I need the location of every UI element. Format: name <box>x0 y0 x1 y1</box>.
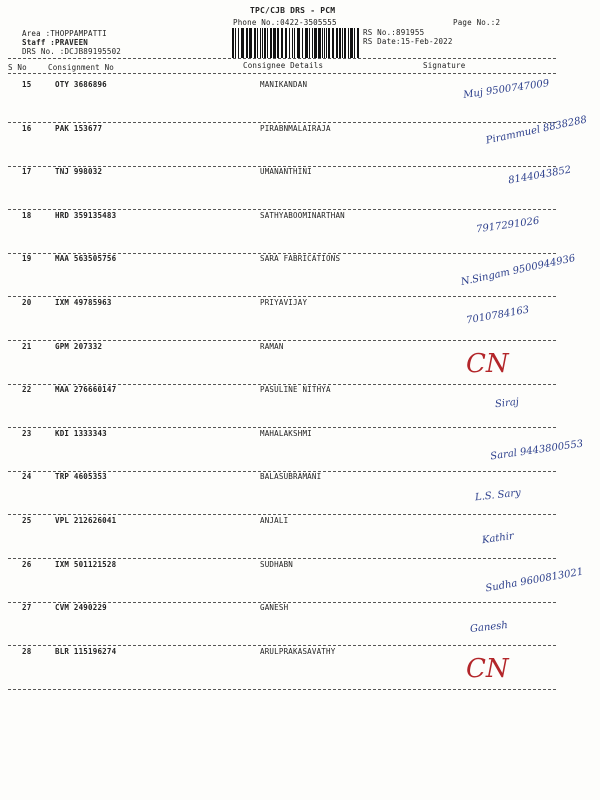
col-header-signature: Signature <box>423 61 466 70</box>
barcode-bar <box>257 28 258 58</box>
rs-date: RS Date:15-Feb-2022 <box>363 37 453 46</box>
barcode-bar <box>267 28 268 58</box>
barcode-bar <box>336 28 338 58</box>
row-sno: 21 <box>22 341 32 351</box>
row-sno: 22 <box>22 385 32 395</box>
row-consignee: UMANANTHINI <box>260 167 312 177</box>
barcode-bar <box>273 28 276 58</box>
barcode-bar <box>297 28 300 58</box>
handwritten-signature: CN <box>466 654 509 684</box>
row-consignment-no: CVM 2490229 <box>55 603 107 613</box>
column-divider <box>8 73 556 74</box>
row-consignment-no: GPM 207332 <box>55 341 103 351</box>
col-header-consignee: Consignee Details <box>243 61 324 70</box>
row-consignee: PIRABNMALAIRAJA <box>260 123 331 133</box>
row-consignment-no: PAK 153677 <box>55 123 103 133</box>
row-sno: 27 <box>22 603 32 613</box>
row-consignee: BALASUBRAMANI <box>260 472 322 482</box>
drs-number: DRS No. :DCJB89195502 <box>22 47 122 56</box>
barcode-bar <box>249 28 252 58</box>
row-consignment-no: MAA 563505756 <box>55 254 117 264</box>
barcode-bar <box>324 28 325 58</box>
barcode-bar <box>264 28 266 58</box>
barcode-bar <box>285 28 287 58</box>
barcode <box>230 28 360 58</box>
page-number: Page No.:2 <box>453 18 501 27</box>
barcode-bar <box>348 28 349 58</box>
row-consignee: SARA FABRICATIONS <box>260 254 341 264</box>
barcode-bar <box>260 28 261 58</box>
handwritten-signature: 7917291026 <box>475 215 541 236</box>
staff-field: Staff :PRAVEEN <box>22 38 89 47</box>
barcode-bar <box>332 28 334 58</box>
handwritten-signature: Sudha 9600813021 <box>484 566 585 595</box>
row-sno: 16 <box>22 123 32 133</box>
barcode-bar <box>262 28 263 58</box>
barcode-bar <box>342 28 343 58</box>
col-header-sno: S No <box>8 63 27 72</box>
barcode-bar <box>241 28 244 58</box>
row-consignee: ARULPRAKASAVATHY <box>260 646 336 656</box>
row-sno: 18 <box>22 210 32 220</box>
area-field: Area :THOPPAMPATTI <box>22 29 107 38</box>
barcode-bar <box>357 28 359 58</box>
row-consignment-no: MAA 276660147 <box>55 385 117 395</box>
row-divider <box>8 689 556 690</box>
handwritten-signature: N.Singam 9500944936 <box>460 253 577 288</box>
barcode-bar <box>238 28 239 58</box>
barcode-bar <box>322 28 323 58</box>
row-consignee: MANIKANDAN <box>260 80 308 89</box>
row-consignment-no: IXM 501121528 <box>55 559 117 569</box>
row-sno: 28 <box>22 646 32 656</box>
phone-number: Phone No.:0422-3505555 <box>233 18 337 27</box>
barcode-bar <box>312 28 313 58</box>
handwritten-signature: Ganesh <box>469 620 509 635</box>
handwritten-signature: Saral 9443800553 <box>489 438 584 463</box>
barcode-bar <box>350 28 353 58</box>
row-consignee: SATHYABOOMINARTHAN <box>260 210 345 220</box>
handwritten-signature: CN <box>466 349 509 379</box>
barcode-bar <box>294 28 295 58</box>
barcode-bar <box>344 28 346 58</box>
row-consignment-no: KDI 1333343 <box>55 428 107 438</box>
row-sno: 15 <box>22 80 32 89</box>
row-consignment-no: IXM 49785963 <box>55 298 112 307</box>
row-consignee: GANESH <box>260 603 289 613</box>
row-consignee: RAMAN <box>260 341 284 351</box>
row-sno: 19 <box>22 254 32 264</box>
row-sno: 25 <box>22 516 32 525</box>
handwritten-signature: Kathir <box>481 530 515 547</box>
handwritten-signature: Muj 9500747009 <box>462 78 550 101</box>
sheet-title: TPC/CJB DRS - PCM <box>250 6 336 15</box>
barcode-bar <box>318 28 321 58</box>
row-sno: 24 <box>22 472 32 482</box>
row-consignee: MAHALAKSHMI <box>260 428 312 438</box>
barcode-bar <box>309 28 310 58</box>
barcode-bar <box>354 28 355 58</box>
handwritten-signature: 7010784163 <box>465 304 531 327</box>
row-consignee: SUDHABN <box>260 559 294 569</box>
barcode-bar <box>339 28 341 58</box>
barcode-bar <box>328 28 330 58</box>
row-sno: 17 <box>22 167 32 177</box>
row-sno: 20 <box>22 298 32 307</box>
row-sno: 23 <box>22 428 32 438</box>
row-consignment-no: TNJ 998032 <box>55 167 103 177</box>
row-consignment-no: HRD 359135483 <box>55 210 117 220</box>
row-sno: 26 <box>22 559 32 569</box>
barcode-bar <box>232 28 234 58</box>
handwritten-signature: Pirammuel 8838288 <box>484 114 588 147</box>
handwritten-signature: 8144043852 <box>507 164 573 187</box>
header-divider <box>8 58 556 59</box>
barcode-bar <box>305 28 308 58</box>
barcode-bar <box>270 28 272 58</box>
row-consignment-no: VPL 212626041 <box>55 516 117 525</box>
barcode-bar <box>281 28 283 58</box>
handwritten-signature: L.S. Sary <box>474 487 522 504</box>
row-consignment-no: BLR 115196274 <box>55 646 117 656</box>
barcode-bar <box>246 28 248 58</box>
barcode-bar <box>277 28 279 58</box>
barcode-bar <box>235 28 236 58</box>
barcode-bar <box>254 28 256 58</box>
rs-number: RS No.:891955 <box>363 28 425 37</box>
barcode-bar <box>289 28 290 58</box>
row-consignment-no: OTY 3686896 <box>55 80 107 89</box>
row-consignee: PRIYAVIJAY <box>260 298 308 307</box>
handwritten-signature: Siraj <box>494 396 520 411</box>
row-consignee: PASULINE NITHYA <box>260 385 331 395</box>
barcode-bar <box>302 28 303 58</box>
row-consignment-no: TRP 4605353 <box>55 472 107 482</box>
barcode-bar <box>292 28 293 58</box>
row-consignee: ANJALI <box>260 516 289 525</box>
barcode-bar <box>326 28 327 58</box>
barcode-bar <box>314 28 317 58</box>
col-header-consignment: Consignment No <box>48 63 115 72</box>
